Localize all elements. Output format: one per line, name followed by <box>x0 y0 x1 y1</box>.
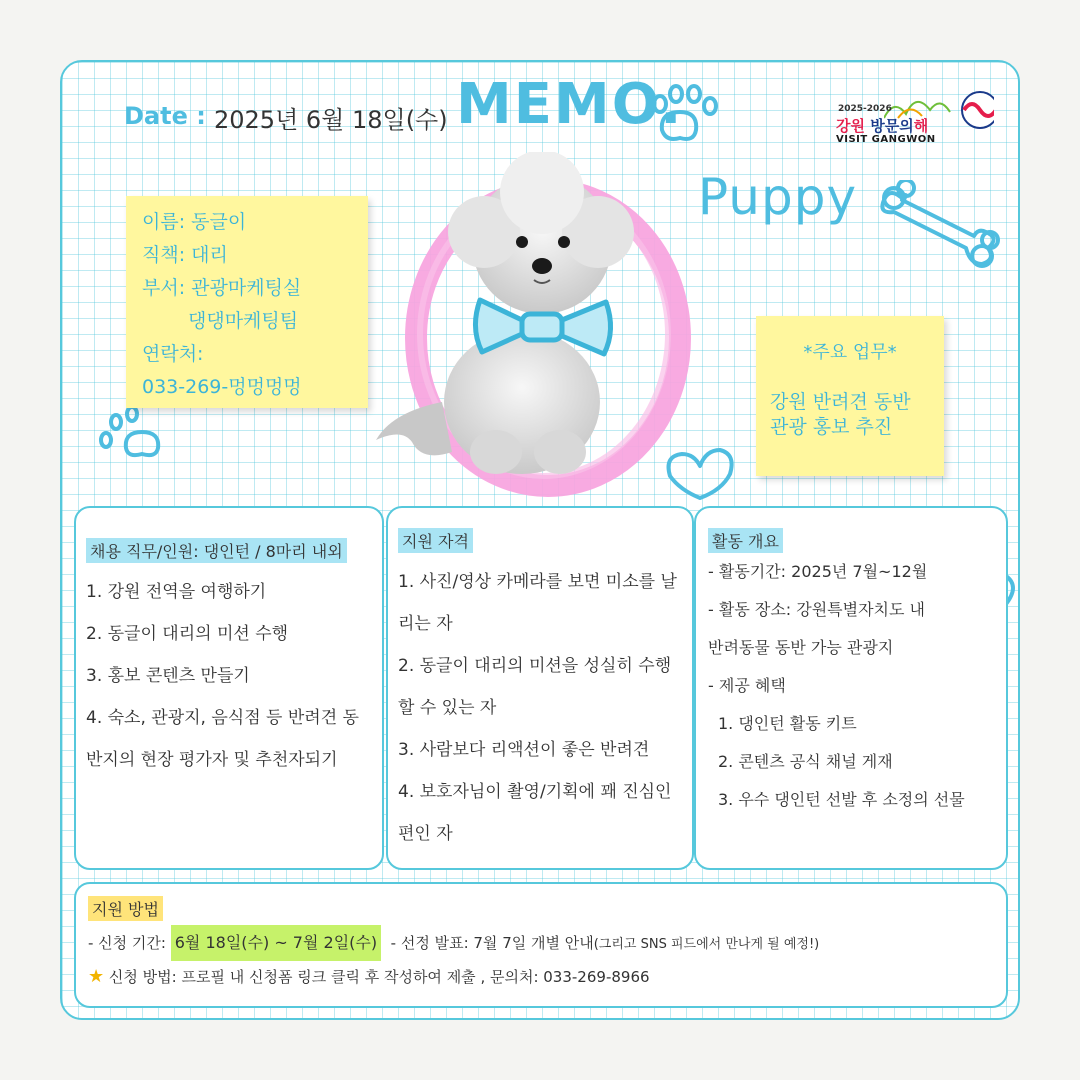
paw-icon <box>648 82 728 148</box>
apply-period-value: 6월 18일(수) ~ 7월 2일(수) <box>171 925 381 961</box>
profile-contact-value: 033-269-멍멍멍멍 <box>142 376 302 398</box>
logo-english: VISIT GANGWON <box>836 134 936 145</box>
profile-team: 댕댕마케팅팀 <box>188 310 299 332</box>
overview-place-detail: 반려동물 동반 가능 관광지 <box>708 638 894 657</box>
paw-icon <box>96 404 176 460</box>
qualification-card <box>386 506 694 870</box>
overview-period: - 활동기간: 2025년 7월~12월 <box>708 562 928 581</box>
job-card <box>74 506 384 870</box>
overview-place: - 활동 장소: 강원특별자치도 내 <box>708 600 925 619</box>
overview-card <box>694 506 1008 870</box>
overview-heading: 활동 개요 <box>708 528 783 553</box>
apply-method-row <box>88 962 994 992</box>
apply-period-row <box>88 925 994 962</box>
job-item-2: 2. 동글이 대리의 미션 수행 <box>86 624 289 644</box>
job-heading: 채용 직무/인원: 댕인턴 / 8마리 내외 <box>86 538 347 563</box>
apply-method: 신청 방법: 프로필 내 신청폼 링크 클릭 후 작성하여 제출 , 문의처: 033-269-8966 <box>108 968 650 986</box>
logo-title: 강원 방문의해 <box>836 117 929 135</box>
profile-department: 부서: 관광마케팅실 <box>142 277 302 299</box>
apply-announce-value: 7일 개별 안내 <box>502 934 594 952</box>
date-value: 2025년 6월 18일(수) <box>214 106 448 134</box>
qualification-item-2: 2. 동글이 대리의 미션을 성실히 수행할 수 있는 자 <box>398 656 672 718</box>
profile-name: 이름: 동글이 <box>142 211 247 233</box>
logo-year: 2025-2026 <box>838 104 892 114</box>
apply-card <box>74 882 1008 1008</box>
qualification-item-4: 4. 보호자님이 촬영/기획에 꽤 진심인 편인 자 <box>398 782 672 844</box>
apply-heading: 지원 방법 <box>88 896 163 921</box>
overview-benefit-3: 3. 우수 댕인턴 선발 후 소정의 선물 <box>718 790 965 809</box>
job-item-3: 3. 홍보 콘텐츠 만들기 <box>86 666 250 686</box>
date-label: Date : <box>124 102 206 130</box>
profile-contact-label: 연락처: <box>142 343 204 365</box>
star-icon: ★ <box>88 966 105 987</box>
job-item-1: 1. 강원 전역을 여행하기 <box>86 582 267 602</box>
apply-period-label: - 신청 기간: <box>88 934 166 952</box>
qualification-item-1: 1. 사진/영상 카메라를 보면 미소를 날리는 자 <box>398 572 677 634</box>
qualification-heading: 지원 자격 <box>398 528 473 553</box>
main-task-title: *주요 업무* <box>803 342 897 363</box>
memo-title: MEMO. <box>456 72 684 137</box>
profile-position: 직책: 대리 <box>142 244 228 266</box>
overview-benefit-1: 1. 댕인턴 활동 키트 <box>718 714 857 733</box>
apply-announce-note: (그리고 SNS 피드에서 만나게 될 예정!) <box>593 937 820 952</box>
qualification-item-3: 3. 사람보다 리액션이 좋은 반려견 <box>398 740 650 760</box>
puppy-word: Puppy <box>698 168 858 226</box>
visit-gangwon-logo <box>836 88 996 152</box>
overview-benefit-label: - 제공 혜택 <box>708 676 786 695</box>
main-task-line1: 강원 반려견 동반 <box>770 391 911 413</box>
main-task-line2: 관광 홍보 추진 <box>770 416 893 438</box>
main-task-sticky-note <box>756 316 944 476</box>
overview-benefit-2: 2. 콘텐츠 공식 채널 게재 <box>718 752 893 771</box>
apply-announce-label: - 선정 발표: 7월 <box>390 934 498 952</box>
job-item-4: 4. 숙소, 관광지, 음식점 등 반려견 동반지의 현장 평가자 및 추천자되기 <box>86 708 359 770</box>
puppy-photo <box>372 152 652 482</box>
bone-icon <box>878 180 1002 272</box>
profile-sticky-note <box>126 196 368 408</box>
